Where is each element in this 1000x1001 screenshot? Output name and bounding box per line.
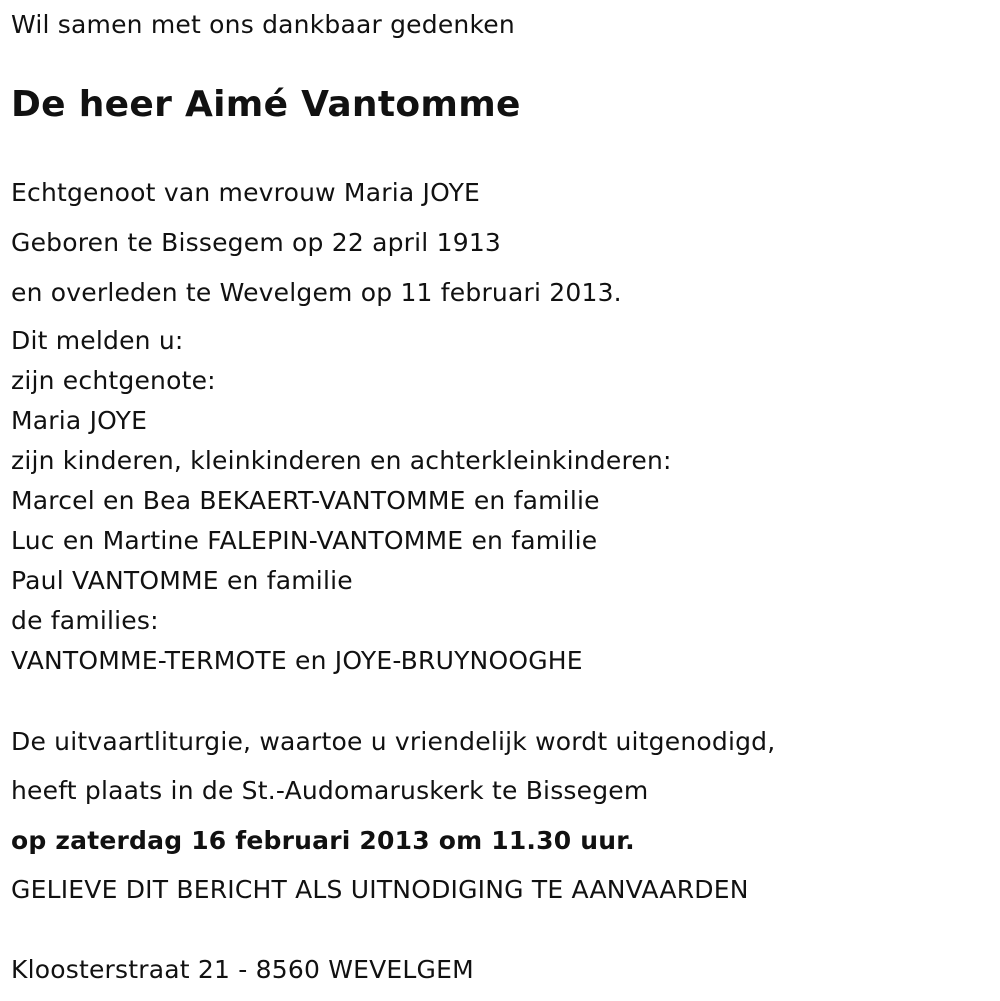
- birth-line: Geboren te Bissegem op 22 april 1913: [11, 228, 502, 257]
- spouse-name: Maria JOYE: [11, 406, 148, 435]
- families-names: VANTOMME-TERMOTE en JOYE-BRUYNOOGHE: [11, 646, 583, 675]
- intro-text: Wil samen met ons dankbaar gedenken: [11, 10, 515, 39]
- families-label: de families:: [11, 606, 159, 635]
- spouse-label: zijn echtgenote:: [11, 366, 216, 395]
- announcers-heading: Dit melden u:: [11, 326, 184, 355]
- child-family-3: Paul VANTOMME en familie: [11, 566, 353, 595]
- funeral-line-2: heeft plaats in de St.-Audomaruskerk te Bissegem: [11, 776, 649, 805]
- funeral-datetime: op zaterdag 16 februari 2013 om 11.30 uur.: [11, 826, 635, 855]
- death-line: en overleden te Wevelgem op 11 februari 2013.: [11, 278, 622, 307]
- spouse-line: Echtgenoot van mevrouw Maria JOYE: [11, 178, 481, 207]
- funeral-line-1: De uitvaartliturgie, waartoe u vriendelijk wordt uitgenodigd,: [11, 727, 776, 756]
- child-family-2: Luc en Martine FALEPIN-VANTOMME en familie: [11, 526, 598, 555]
- invitation-notice: GELIEVE DIT BERICHT ALS UITNODIGING TE AANVAARDEN: [11, 875, 749, 904]
- deceased-name-title: De heer Aimé Vantomme: [11, 84, 521, 125]
- children-label: zijn kinderen, kleinkinderen en achterkleinkinderen:: [11, 446, 672, 475]
- address-line: Kloosterstraat 21 - 8560 WEVELGEM: [11, 955, 474, 984]
- child-family-1: Marcel en Bea BEKAERT-VANTOMME en familie: [11, 486, 600, 515]
